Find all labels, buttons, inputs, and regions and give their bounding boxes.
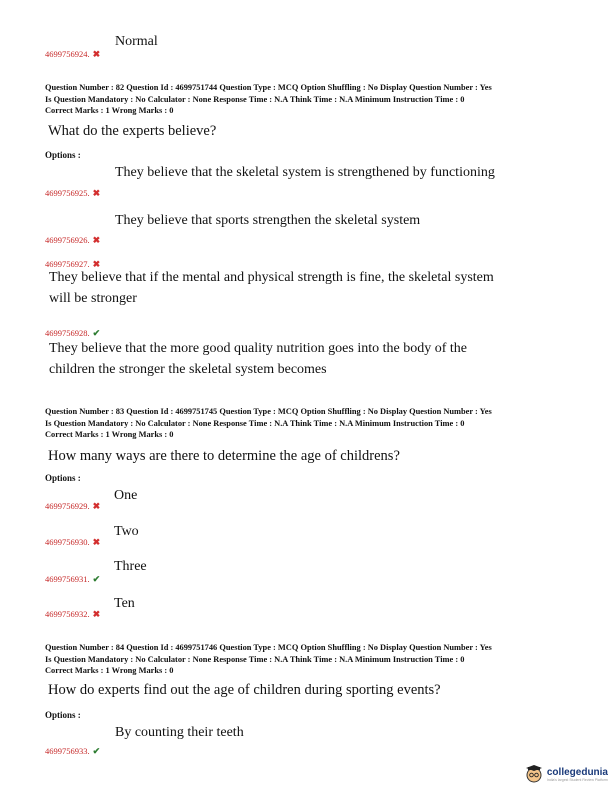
wrong-mark-icon: ✖	[92, 259, 101, 269]
option-id: 4699756930.	[45, 537, 90, 547]
option-row	[45, 741, 100, 759]
option-text: They believe that the more good quality nutrition goes into the body of the children the stronger the skeletal system becomes	[49, 341, 467, 377]
option-row	[45, 604, 100, 622]
option-id: 4699756929.	[45, 501, 90, 511]
option-id: 4699756925.	[45, 188, 90, 198]
option-row	[45, 532, 100, 550]
wrong-mark-icon: ✖	[92, 235, 101, 245]
wrong-mark-icon: ✖	[92, 49, 101, 59]
options-label: Options :	[45, 473, 81, 483]
question-meta: Question Number : 84 Question Id : 4699751746 Question Type : MCQ Option Shuffling : No Display Question Number : Yes Is Question Mandatory : No Calculator : None Response Time : N.A Think Time : N.A Minimum Instruction Time : 0 Correct Marks : 1 Wrong Marks : 0	[45, 643, 492, 675]
option-text: They believe that if the mental and physical strength is fine, the skeletal system will be stronger	[49, 270, 494, 306]
question-meta: Question Number : 82 Question Id : 4699751744 Question Type : MCQ Option Shuffling : No Display Question Number : Yes Is Question Mandatory : No Calculator : None Response Time : N.A Think Time : N.A Minimum Instruction Time : 0 Correct Marks : 1 Wrong Marks : 0	[45, 83, 492, 115]
question-text: How many ways are there to determine the age of childrens?	[48, 448, 400, 464]
option-id: 4699756931.	[45, 574, 90, 584]
option-id: 4699756933.	[45, 746, 90, 756]
option-row	[45, 569, 100, 587]
option-id: 4699756926.	[45, 235, 90, 245]
option-text: One	[114, 488, 138, 503]
check-mark-icon: ✔	[92, 574, 101, 584]
option-text: They believe that the skeletal system is strengthened by functioning	[115, 165, 495, 180]
wrong-mark-icon: ✖	[92, 537, 101, 547]
logo-name: collegedunia	[546, 766, 608, 778]
question-meta: Question Number : 83 Question Id : 4699751745 Question Type : MCQ Option Shuffling : No Display Question Number : Yes Is Question Mandatory : No Calculator : None Response Time : N.A Think Time : N.A Minimum Instruction Time : 0 Correct Marks : 1 Wrong Marks : 0	[45, 407, 492, 439]
option-text: They believe that sports strengthen the skeletal system	[115, 213, 421, 228]
option-text: Two	[114, 524, 139, 539]
option-row	[45, 230, 100, 248]
wrong-mark-icon: ✖	[92, 609, 101, 619]
option-text: By counting their teeth	[115, 725, 244, 740]
option-id: 4699756928.	[45, 328, 90, 338]
collegedunia-logo	[524, 764, 608, 784]
options-label: Options :	[45, 150, 81, 160]
wrong-mark-icon: ✖	[92, 188, 101, 198]
option-row	[45, 183, 100, 201]
option-text: Three	[114, 559, 147, 574]
wrong-mark-icon: ✖	[92, 501, 101, 511]
option-id: 4699756924.	[45, 49, 90, 59]
option-id: 4699756932.	[45, 609, 90, 619]
options-label: Options :	[45, 710, 81, 720]
option-row	[45, 44, 100, 62]
option-row	[45, 496, 100, 514]
option-text: Ten	[114, 596, 135, 611]
check-mark-icon: ✔	[92, 328, 101, 338]
option-id: 4699756927.	[45, 259, 90, 269]
logo-tagline: India's largest Student Review Platform	[546, 777, 608, 782]
option-text: Normal	[115, 34, 158, 49]
question-text: How do experts find out the age of children during sporting events?	[48, 682, 441, 698]
graduate-icon	[524, 764, 544, 784]
check-mark-icon: ✔	[92, 746, 101, 756]
question-text: What do the experts believe?	[48, 123, 217, 139]
